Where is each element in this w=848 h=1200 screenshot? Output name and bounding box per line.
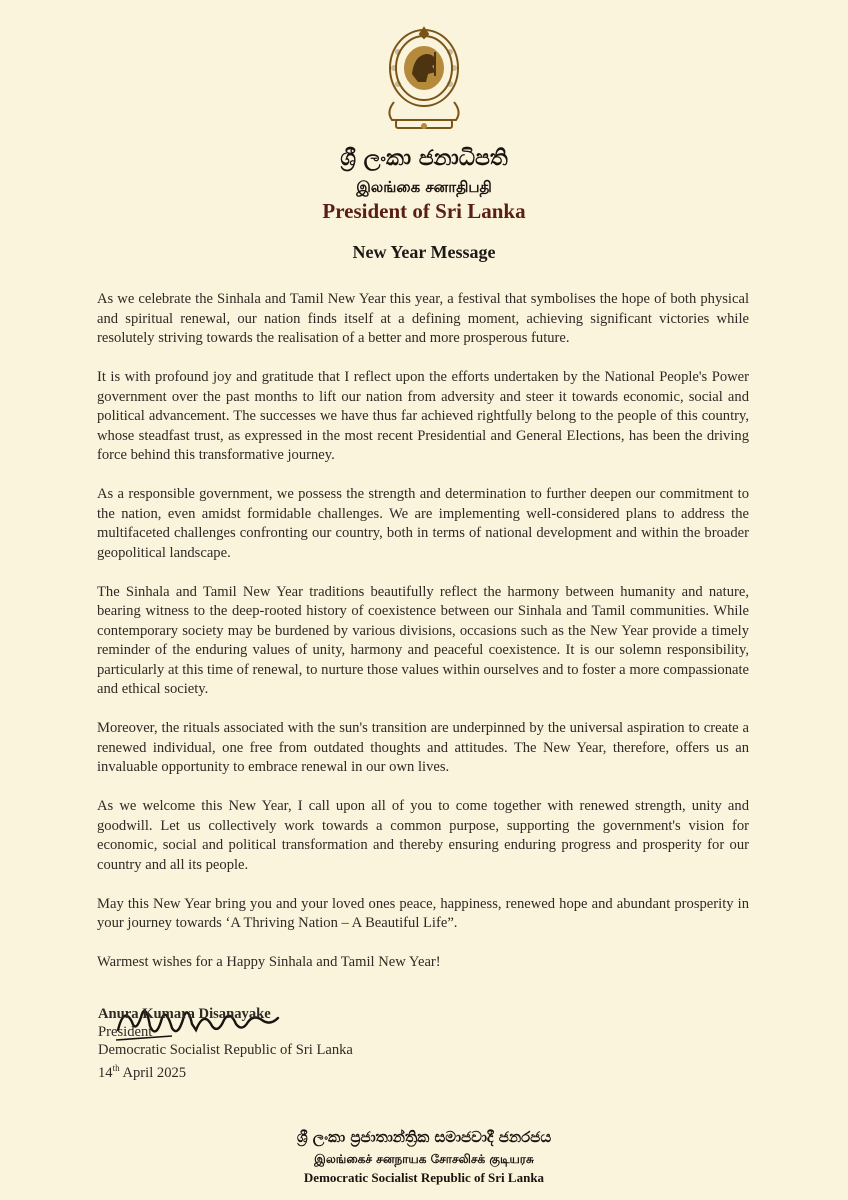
header-sinhala-title: ශ්‍රී ලංකා ජනාධිපති	[340, 146, 508, 171]
paragraph: As a responsible government, we possess the strength and determination to further deepen our commitment to the nation, even amidst formidable challenges. We are implementing well-considered plans to address the multifaceted challenges confronting our country, both in terms of national development and within the broader geopolitical landscape.	[97, 486, 749, 561]
signature-block	[98, 1005, 353, 1082]
national-emblem-icon	[376, 22, 472, 134]
signatory-org: Democratic Socialist Republic of Sri Lanka	[98, 1042, 353, 1058]
signatory-name: Anura Kumara Disanayake	[98, 1006, 271, 1022]
paragraph: Warmest wishes for a Happy Sinhala and Tamil New Year!	[97, 954, 441, 970]
footer-sinhala: ශ්‍රී ලංකා ප්‍රජාතාන්ත්‍රික සමාජවාදී ජනරජය	[296, 1128, 552, 1146]
footer-tamil: இலங்கைச் சனநாயக சோசலிசக் குடியரசு	[314, 1152, 534, 1166]
footer-english: Democratic Socialist Republic of Sri Lanka	[303, 1170, 545, 1185]
paragraph: It is with profound joy and gratitude that I reflect upon the efforts undertaken by the National People's Power government over the past months to lift our nation from adversity and steer it towards economic, social and political advancement. The successes we have thus far achieved rightfully belong to the people of this country, whose steadfast trust, as expressed in the most recent Presidential and General Elections, has been the driving force behind this transformative journey.	[97, 369, 749, 463]
letter-date: 14th April 2025	[98, 1063, 187, 1081]
header-tamil-title: இலங்கை சனாதிபதி	[356, 178, 492, 196]
signatory-title: President	[98, 1024, 153, 1040]
paragraph: Moreover, the rituals associated with the sun's transition are underpinned by the universal aspiration to create a renewed individual, one free from outdated thoughts and attitudes. The New Year, therefore, offers us an invaluable opportunity to embrace renewal in our own lives.	[97, 720, 749, 775]
message-body	[97, 290, 749, 992]
paragraph: As we welcome this New Year, I call upon all of you to come together with renewed strength, unity and goodwill. Let us collectively work towards a common purpose, supporting the government's vision for economic, social and political transformation and thereby ensuring enduring progress and prosperity for our country and all its people.	[97, 798, 749, 873]
paragraph: As we celebrate the Sinhala and Tamil New Year this year, a festival that symbolises the hope of both physical and spiritual renewal, our nation finds itself at a defining moment, achieving significant victories while resolutely striving towards the realisation of a better and more prosperous future.	[97, 291, 749, 346]
header-english-title: President of Sri Lanka	[322, 199, 526, 223]
paragraph: May this New Year bring you and your loved ones peace, happiness, renewed hope and abundant prosperity in your journey towards ‘A Thriving Nation – A Beautiful Life”.	[97, 895, 749, 931]
paragraph: The Sinhala and Tamil New Year traditions beautifully reflect the harmony between humanity and nature, bearing witness to the deep-rooted history of coexistence between our Sinhala and Tamil communities. While contemporary society may be burdened by various divisions, occasions such as the New Year provide a timely reminder of the enduring values of unity, harmony and peaceful coexistence. It is our solemn responsibility, particularly at this time of renewal, to nurture those values within ourselves and to foster a more compassionate and ethical society.	[97, 583, 749, 697]
message-title: New Year Message	[352, 242, 496, 262]
